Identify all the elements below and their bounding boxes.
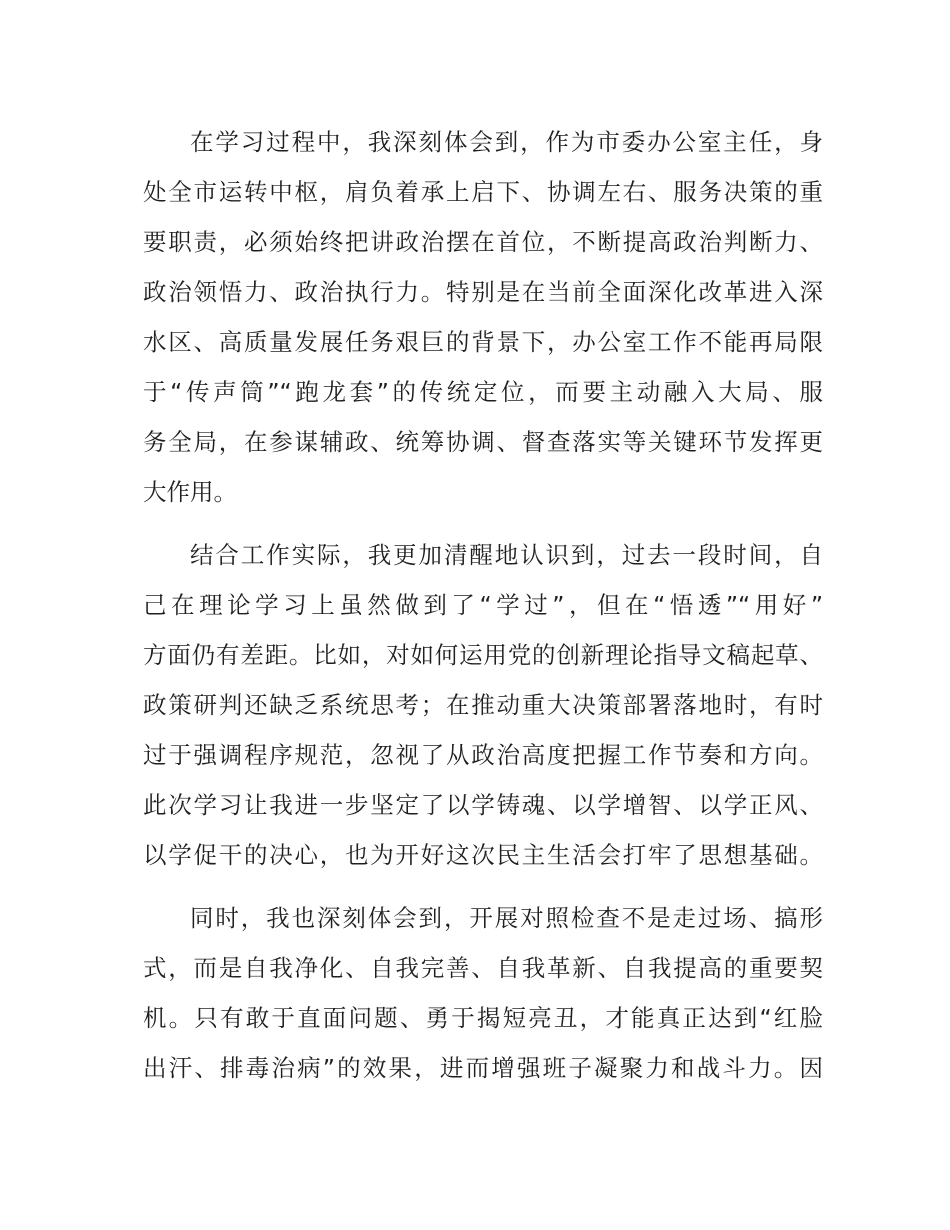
paragraph-2-line-6: 此次学习让我进一步坚定了以学铸魂、以学增智、以学正风、 bbox=[143, 791, 823, 819]
paragraph-3-line-1: 同时，我也深刻体会到，开展对照检查不是走过场、搞形 bbox=[190, 904, 823, 932]
paragraph-3-line-2: 式，而是自我净化、自我完善、自我革新、自我提高的重要契 bbox=[143, 954, 823, 982]
paragraph-2-line-3: 方面仍有差距。比如，对如何运用党的创新理论指导文稿起草、 bbox=[143, 641, 823, 669]
paragraph-2-line-5: 过于强调程序规范，忽视了从政治高度把握工作节奏和方向。 bbox=[143, 741, 823, 769]
paragraph-1-line-2: 处全市运转中枢，肩负着承上启下、协调左右、服务决策的重 bbox=[143, 178, 823, 206]
paragraph-1-line-5: 水区、高质量发展任务艰巨的背景下，办公室工作不能再局限 bbox=[143, 328, 823, 356]
paragraph-1-line-1: 在学习过程中，我深刻体会到，作为市委办公室主任，身 bbox=[190, 128, 823, 156]
paragraph-2-line-1: 结合工作实际，我更加清醒地认识到，过去一段时间，自 bbox=[190, 541, 823, 569]
paragraph-1-line-3: 要职责，必须始终把讲政治摆在首位，不断提高政治判断力、 bbox=[143, 228, 823, 256]
paragraph-1-line-7: 务全局，在参谋辅政、统筹协调、督查落实等关键环节发挥更 bbox=[143, 428, 823, 456]
paragraph-1-line-6: 于“传声筒”“跑龙套”的传统定位，而要主动融入大局、服 bbox=[143, 378, 823, 406]
paragraph-3-line-4: 出汗、排毒治病”的效果，进而增强班子凝聚力和战斗力。因 bbox=[143, 1054, 823, 1082]
paragraph-3-line-3: 机。只有敢于直面问题、勇于揭短亮丑，才能真正达到“红脸 bbox=[143, 1004, 823, 1032]
paragraph-1-line-8: 大作用。 bbox=[143, 478, 237, 506]
paragraph-2-line-7: 以学促干的决心，也为开好这次民主生活会打牢了思想基础。 bbox=[143, 841, 823, 869]
paragraph-2-line-4: 政策研判还缺乏系统思考；在推动重大决策部署落地时，有时 bbox=[143, 691, 823, 719]
paragraph-2-line-2: 己在理论学习上虽然做到了“学过”，但在“悟透”“用好” bbox=[143, 591, 823, 619]
paragraph-1-line-4: 政治领悟力、政治执行力。特别是在当前全面深化改革进入深 bbox=[143, 278, 823, 306]
